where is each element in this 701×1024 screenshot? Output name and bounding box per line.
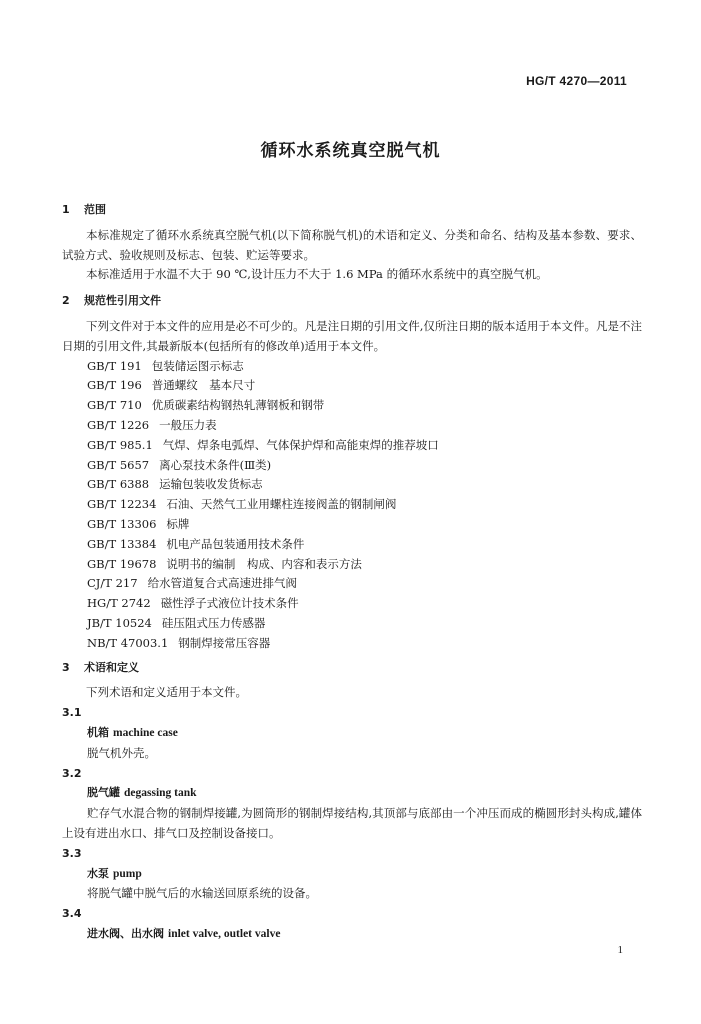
term-chinese: 水泵 xyxy=(87,866,109,880)
term-number: 3.1 xyxy=(62,706,82,720)
reference-code: GB/T 19678 xyxy=(87,556,157,571)
reference-title: 运输包装收发货标志 xyxy=(159,477,263,492)
reference-code: GB/T 1226 xyxy=(87,417,150,432)
reference-code: HG/T 2742 xyxy=(87,596,151,611)
page-number: 1 xyxy=(617,944,623,956)
reference-code: GB/T 985.1 xyxy=(87,437,153,452)
reference-title: 钢制焊接常压容器 xyxy=(178,635,271,650)
reference-item xyxy=(62,475,642,495)
section-1-heading xyxy=(62,200,642,220)
reference-title: 给水管道复合式高速进排气阀 xyxy=(147,576,298,591)
section-title: 术语和定义 xyxy=(84,660,139,674)
term-english: inlet valve, outlet valve xyxy=(168,927,281,940)
reference-code: GB/T 710 xyxy=(87,398,142,413)
section-1-paragraph-1: 本标准规定了循环水系统真空脱气机(以下简称脱气机)的术语和定义、分类和命名、结构及基本参数、要求、试验方式、验收规则及标志、包装、贮运等要求。 xyxy=(62,227,642,262)
term-english: machine case xyxy=(113,726,178,739)
reference-item xyxy=(62,495,642,515)
standard-code: HG/T 4270—2011 xyxy=(526,74,627,88)
term-chinese: 脱气罐 xyxy=(87,786,120,800)
reference-code: CJ/T 217 xyxy=(87,576,138,591)
reference-code: JB/T 10524 xyxy=(87,615,152,630)
section-3-intro: 下列术语和定义适用于本文件。 xyxy=(86,685,247,700)
section-number: 3 xyxy=(62,660,70,674)
reference-code: GB/T 13306 xyxy=(87,516,157,531)
reference-title: 优质碳素结构钢热轧薄钢板和钢带 xyxy=(151,398,325,413)
reference-title: 气焊、焊条电弧焊、气体保护焊和高能束焊的推荐坡口 xyxy=(162,437,439,452)
reference-title: 普通螺纹 基本尺寸 xyxy=(151,378,256,393)
reference-title: 硅压阻式压力传感器 xyxy=(161,615,266,630)
section-title: 范围 xyxy=(84,203,106,216)
section-2-heading xyxy=(62,291,642,311)
reference-code: GB/T 5657 xyxy=(87,457,150,472)
document-title: 循环水系统真空脱气机 xyxy=(260,141,441,161)
reference-title: 机电产品包装通用技术条件 xyxy=(166,536,305,551)
term-number: 3.2 xyxy=(62,766,82,780)
reference-item xyxy=(62,456,642,476)
reference-title: 标牌 xyxy=(166,516,190,531)
reference-item xyxy=(62,555,642,575)
section-number: 2 xyxy=(62,294,70,308)
reference-title: 包装储运图示标志 xyxy=(151,358,244,373)
section-number: 1 xyxy=(62,203,70,216)
reference-title: 离心泵技术条件(Ⅲ类) xyxy=(159,457,272,472)
reference-item xyxy=(62,357,642,377)
term-heading xyxy=(62,783,642,804)
term-number: 3.4 xyxy=(62,907,82,921)
reference-code: NB/T 47003.1 xyxy=(87,635,169,650)
term-definition: 脱气机外壳。 xyxy=(87,745,156,760)
reference-item xyxy=(62,416,642,436)
section-3-heading xyxy=(62,658,642,678)
term-english: pump xyxy=(113,867,142,880)
term-heading xyxy=(62,864,642,885)
reference-item xyxy=(62,515,642,535)
reference-item xyxy=(62,594,642,614)
reference-item xyxy=(62,436,642,456)
term-number: 3.3 xyxy=(62,846,82,860)
reference-item xyxy=(62,614,642,634)
term-chinese: 机箱 xyxy=(87,725,109,739)
term-chinese: 进水阀、出水阀 xyxy=(87,926,164,940)
reference-item xyxy=(62,535,642,555)
term-definition: 将脱气罐中脱气后的水输送回原系统的设备。 xyxy=(87,886,317,901)
reference-code: GB/T 191 xyxy=(87,358,142,373)
reference-title: 石油、天然气工业用螺柱连接阀盖的钢制闸阀 xyxy=(166,497,397,512)
reference-code: GB/T 12234 xyxy=(87,497,157,512)
term-heading xyxy=(62,924,642,945)
section-title: 规范性引用文件 xyxy=(84,294,161,308)
reference-title: 磁性浮子式液位计技术条件 xyxy=(160,596,299,611)
reference-code: GB/T 196 xyxy=(87,378,142,393)
term-heading xyxy=(62,723,642,744)
reference-item xyxy=(62,376,642,396)
reference-code: GB/T 13384 xyxy=(87,536,157,551)
reference-item xyxy=(62,574,642,594)
reference-item xyxy=(62,396,642,416)
reference-item xyxy=(62,634,642,654)
document-body xyxy=(62,196,642,945)
section-2-intro: 下列文件对于本文件的应用是必不可少的。凡是注日期的引用文件,仅所注日期的版本适用于本文件。凡是不注日期的引用文件,其最新版本(包括所有的修改单)适用于本文件。 xyxy=(62,318,642,353)
section-1-paragraph-2: 本标准适用于水温不大于 90 ℃,设计压力不大于 1.6 MPa 的循环水系统中的真空脱气机。 xyxy=(86,267,548,282)
term-english: degassing tank xyxy=(124,787,197,800)
reference-title: 说明书的编制 构成、内容和表示方法 xyxy=(166,556,362,571)
term-definition: 贮存气水混合物的钢制焊接罐,为圆筒形的钢制焊接结构,其顶部与底部由一个冲压而成的椭圆形封头构成,罐体上设有进出水口、排气口及控制设备接口。 xyxy=(62,806,642,840)
reference-list xyxy=(62,357,642,654)
reference-code: GB/T 6388 xyxy=(87,477,150,492)
reference-title: 一般压力表 xyxy=(159,417,217,432)
